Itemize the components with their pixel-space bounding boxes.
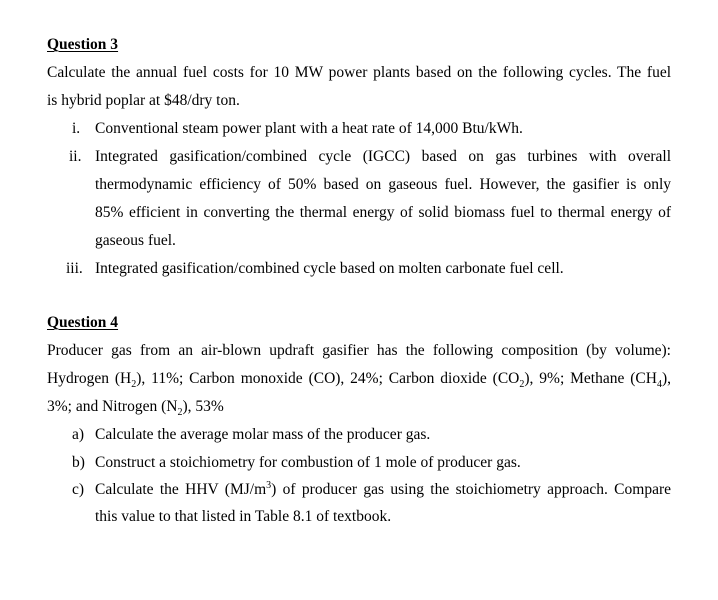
q3-intro-line-1: Calculate the annual fuel costs for 10 MW power plants based on the following cycles. The fuel — [47, 64, 671, 81]
q3-item-ii-marker: ii. — [69, 148, 82, 165]
q3-item-ii-line-3: 85% efficient in converting the thermal energy of solid biomass fuel to thermal energy of — [95, 204, 671, 221]
q4-item-c-line-1: Calculate the HHV $(MJ/m^3)$ of producer gas using the stoichiometry approach. Compare — [95, 479, 671, 498]
question-4-heading: Question 4 — [47, 314, 119, 331]
q4-item-b-marker: b) — [72, 454, 85, 471]
q4-item-b-text: Construct a stoichiometry for combustion of 1 mole of producer gas. — [95, 454, 521, 471]
q4-intro-line-2: Hydrogen $(H_2)$, 11%; Carbon monoxide (CO), 24%; Carbon dioxide $(CO_2)$, 9%; Methane $(CH_4)$, — [47, 370, 671, 391]
q4-item-c-line-2: this value to that listed in Table 8.1 of textbook. — [95, 508, 392, 525]
q3-item-i-marker: i. — [72, 120, 81, 137]
q3-item-iii-marker: iii. — [66, 260, 83, 277]
q3-item-ii-line-1: Integrated gasification/combined cycle (IGCC) based on gas turbines with overall — [95, 148, 671, 165]
q4-intro-line-3: 3%; and Nitrogen $(N_2)$, 53% — [47, 398, 224, 419]
q4-item-a-marker: a) — [72, 426, 85, 443]
q4-intro-line-1: Producer gas from an air-blown updraft gasifier has the following composition (by volume): — [47, 342, 671, 359]
q3-item-ii-line-2: thermodynamic efficiency of 50% based on gaseous fuel. However, the gasifier is only — [95, 176, 671, 193]
q3-intro-line-2: is hybrid poplar at $48/dry ton. — [47, 92, 240, 109]
q4-item-a-text: Calculate the average molar mass of the producer gas. — [95, 426, 431, 443]
q3-item-ii-line-4: gaseous fuel. — [95, 232, 176, 249]
q3-item-iii-text: Integrated gasification/combined cycle based on molten carbonate fuel cell. — [95, 260, 564, 277]
question-3-heading: Question 3 — [47, 36, 119, 53]
q3-item-i-text: Conventional steam power plant with a heat rate of 14,000 Btu/kWh. — [95, 120, 523, 137]
q4-item-c-marker: c) — [72, 481, 85, 498]
